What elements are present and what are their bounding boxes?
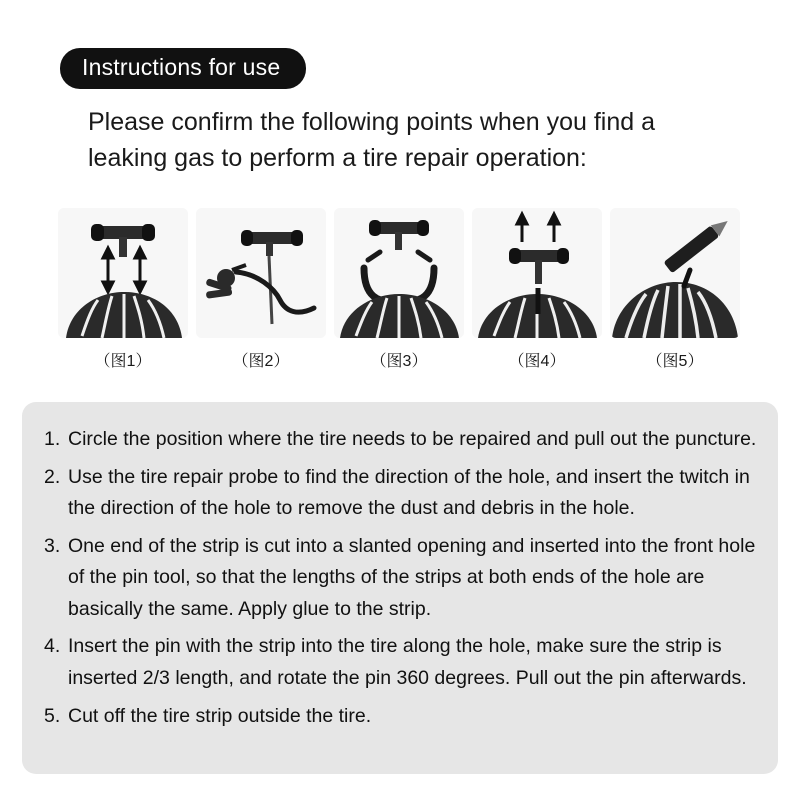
step-number: 4.	[44, 635, 61, 658]
figure-4-caption: （图4）	[508, 353, 566, 370]
cut-strip-with-blade-icon	[610, 208, 740, 338]
figure-3	[334, 208, 464, 371]
list-item	[44, 424, 760, 456]
figure-4	[472, 208, 602, 371]
list-item	[44, 531, 760, 626]
step-number: 2.	[44, 465, 61, 488]
list-item	[44, 462, 760, 525]
step-number: 1.	[44, 428, 61, 450]
figure-2	[196, 208, 326, 371]
insert-strip-into-tire-icon	[334, 208, 464, 338]
list-item	[44, 701, 760, 733]
figure-3-caption: （图3）	[370, 353, 428, 370]
step-text: Insert the pin with the strip into the tire along the hole, make sure the strip is inserted 2/3 length, and rotate the pin 360 degrees. Pull out the pin afterwards.	[68, 635, 747, 690]
step-text: Cut off the tire strip outside the tire.	[68, 704, 372, 727]
step-number: 3.	[44, 534, 61, 557]
intro-paragraph: Please confirm the following points when you find a leaking gas to perform a tire repair operation:	[88, 108, 655, 173]
figure-5	[610, 208, 740, 371]
probe-tool-with-strip-icon	[196, 208, 326, 338]
step-text: One end of the strip is cut into a slanted opening and inserted into the front hole of the pin tool, so that the lengths of the strips at both ends of the hole are basically the same. Apply glue to the strip.	[68, 534, 756, 620]
figure-strip	[58, 208, 748, 371]
step-number: 5.	[44, 704, 61, 727]
pull-tool-out-icon	[472, 208, 602, 338]
step-text: Use the tire repair probe to find the direction of the hole, and insert the twitch in the direction of the hole to remove the dust and debris in the hole.	[68, 465, 750, 520]
figure-5-caption: （图5）	[646, 353, 704, 370]
list-item	[44, 631, 760, 694]
step-text: Circle the position where the tire needs to be repaired and pull out the puncture.	[68, 428, 757, 450]
figure-2-caption: （图2）	[232, 353, 290, 370]
figure-1	[58, 208, 188, 371]
page-title-badge: Instructions for use	[60, 48, 306, 89]
steps-panel	[22, 402, 778, 774]
figure-1-caption: （图1）	[94, 353, 152, 370]
reamer-tool-above-tire-icon	[58, 208, 188, 338]
